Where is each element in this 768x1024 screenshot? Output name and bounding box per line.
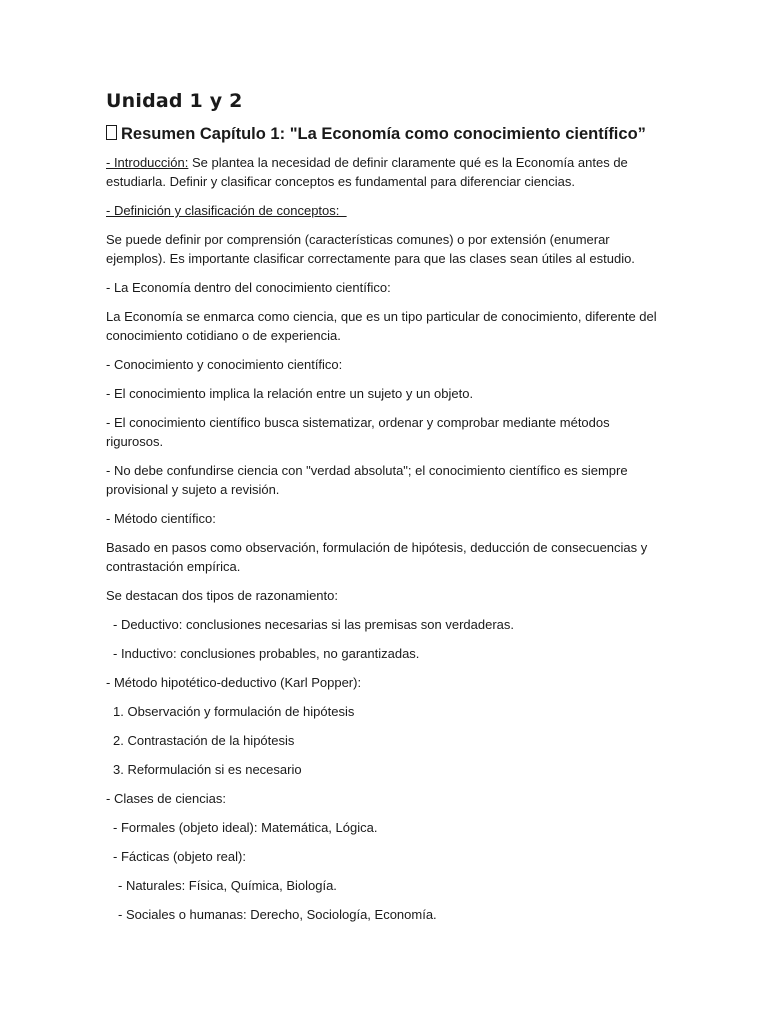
economy-heading: - La Economía dentro del conocimiento científico:	[106, 280, 391, 295]
knowledge-point-3: - No debe confundirse ciencia con "verdad absoluta"; el conocimiento científico es siempre provisional y sujeto a revisión.	[106, 463, 628, 497]
missing-glyph-icon	[106, 125, 117, 140]
popper-heading: - Método hipotético-deductivo (Karl Popper):	[106, 675, 362, 690]
classes-heading: - Clases de ciencias:	[106, 791, 226, 806]
reasoning-intro: Se destacan dos tipos de razonamiento:	[106, 588, 338, 603]
reasoning-inductive: - Inductivo: conclusiones probables, no garantizadas.	[113, 646, 420, 661]
popper-step-2: 2. Contrastación de la hipótesis	[113, 733, 295, 748]
knowledge-heading: - Conocimiento y conocimiento científico:	[106, 357, 343, 372]
method-heading: - Método científico:	[106, 511, 216, 526]
knowledge-point-2: - El conocimiento científico busca sistematizar, ordenar y comprobar mediante métodos rigurosos.	[106, 415, 610, 449]
knowledge-point-1: - El conocimiento implica la relación entre un sujeto y un objeto.	[106, 386, 474, 401]
method-paragraph: Basado en pasos como observación, formulación de hipótesis, deducción de consecuencias y contrastación empírica.	[106, 540, 648, 574]
intro-text: Se plantea la necesidad de definir claramente qué es la Economía antes de estudiarla. Definir y clasificar conceptos es fundamental para diferenciar ciencias.	[106, 155, 628, 189]
classes-formal: - Formales (objeto ideal): Matemática, Lógica.	[113, 820, 378, 835]
classes-natural: - Naturales: Física, Química, Biología.	[118, 878, 337, 893]
reasoning-deductive: - Deductivo: conclusiones necesarias si las premisas son verdaderas.	[113, 617, 515, 632]
classes-factual: - Fácticas (objeto real):	[113, 849, 246, 864]
document-title: Unidad 1 y 2	[106, 90, 243, 112]
intro-paragraph	[106, 153, 666, 191]
definition-heading: - Definición y clasificación de conceptos:	[106, 203, 347, 218]
chapter-heading-text: Resumen Capítulo 1: "La Economía como conocimiento científico”	[121, 125, 646, 143]
economy-paragraph: La Economía se enmarca como ciencia, que es un tipo particular de conocimiento, diferente del conocimiento cotidiano o de experiencia.	[106, 309, 657, 343]
chapter-heading	[106, 123, 666, 145]
popper-step-1: 1. Observación y formulación de hipótesis	[113, 704, 355, 719]
classes-social: - Sociales o humanas: Derecho, Sociología, Economía.	[118, 907, 437, 922]
popper-step-3: 3. Reformulación si es necesario	[113, 762, 302, 777]
definition-heading-paragraph	[106, 201, 666, 220]
intro-label: - Introducción:	[106, 155, 189, 170]
definition-paragraph: Se puede definir por comprensión (características comunes) o por extensión (enumerar ejemplos). Es importante clasificar correctamente para que las clases sean útiles al estudio.	[106, 232, 635, 266]
document-page	[106, 88, 666, 934]
